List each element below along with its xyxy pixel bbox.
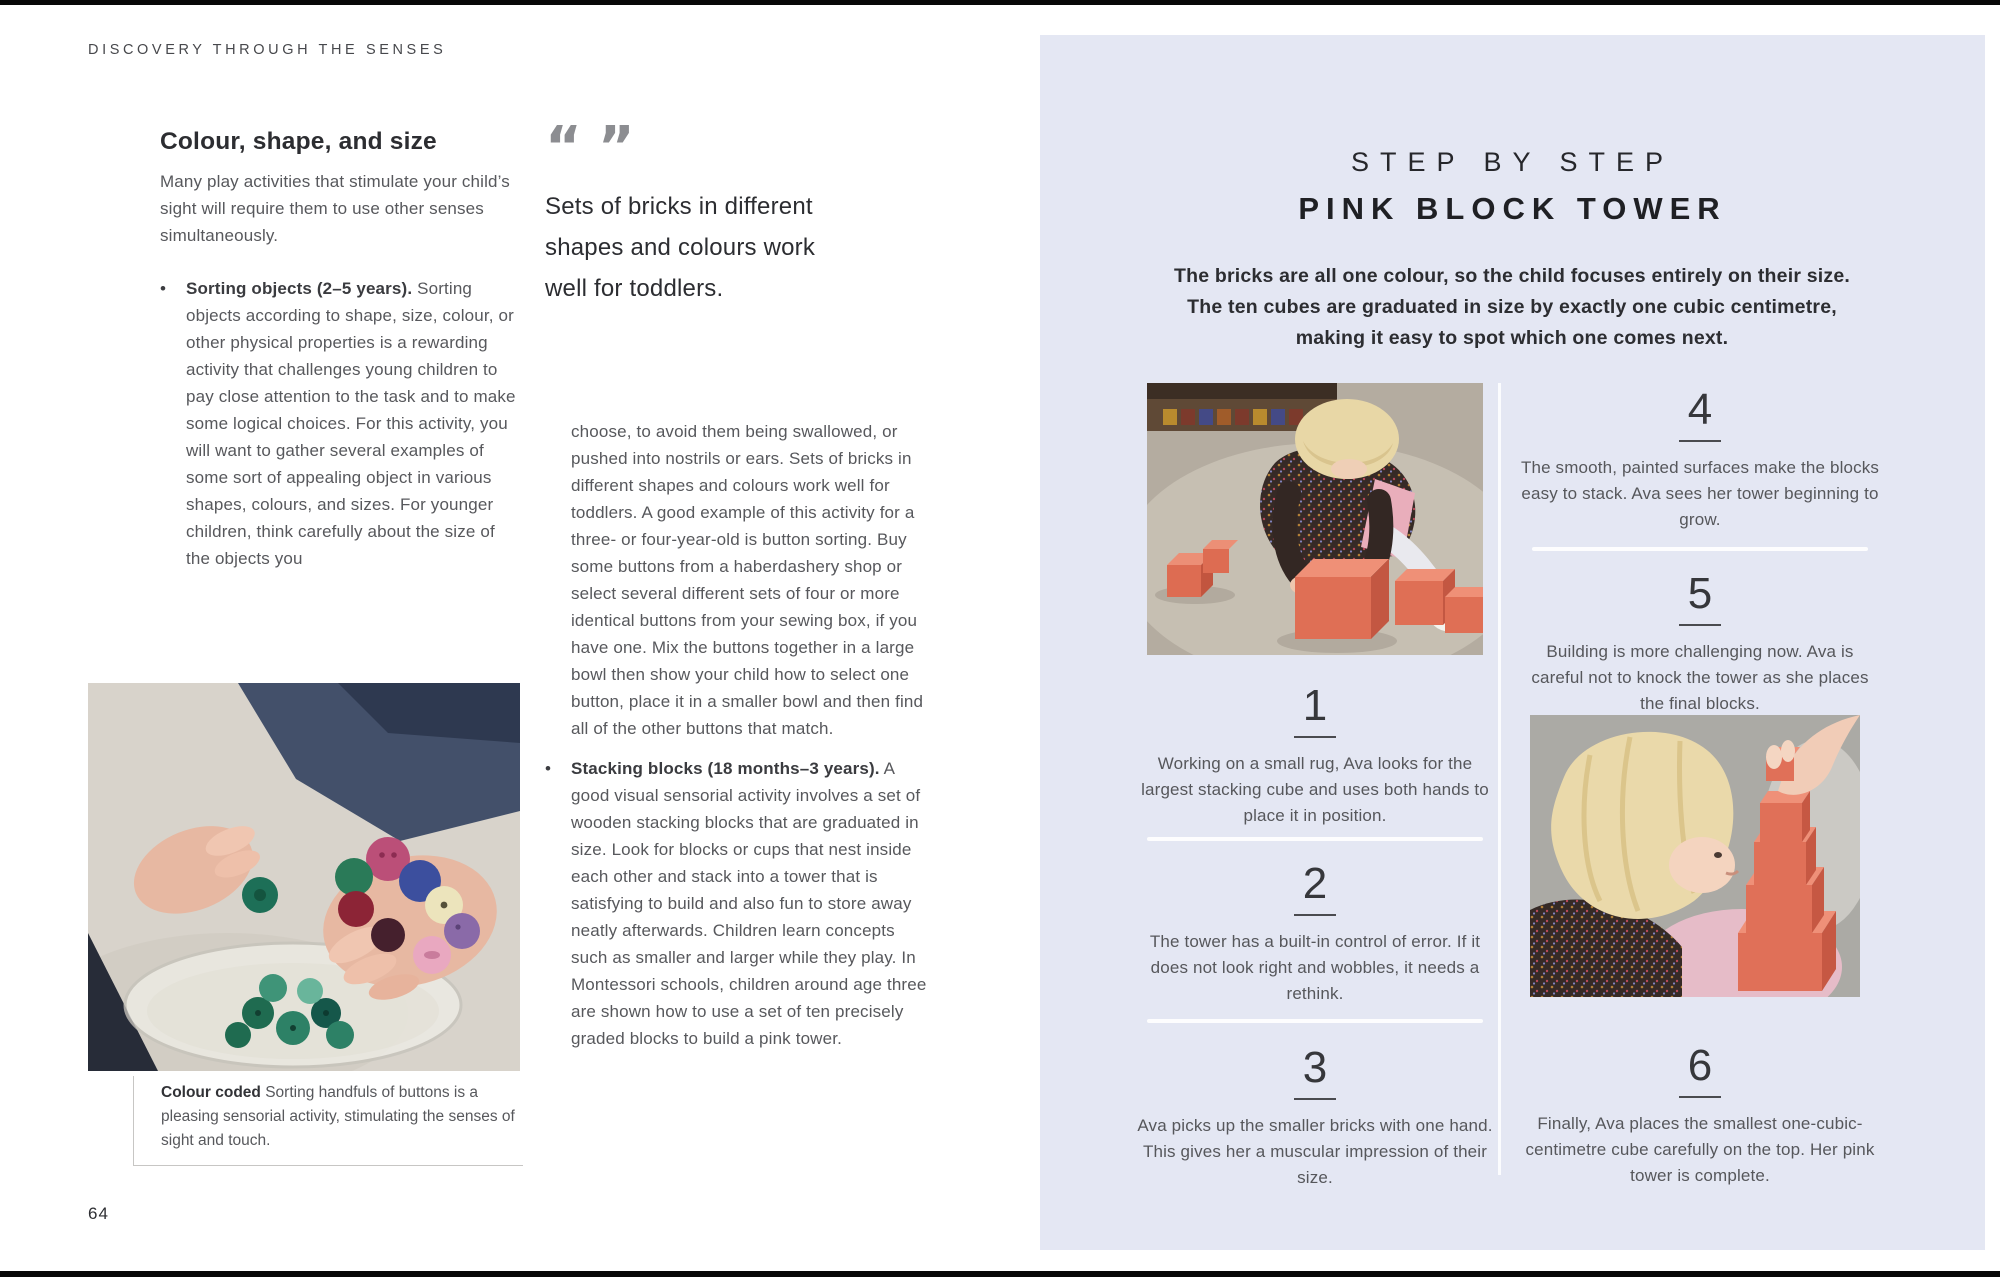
step-3-text: Ava picks up the smaller bricks with one hand. This gives her a muscular impression of their size. bbox=[1137, 1116, 1493, 1187]
step-1-number: 1 bbox=[1294, 683, 1336, 738]
child-head bbox=[1551, 732, 1738, 919]
bullet-stacking-body: A good visual sensorial activity involves a set of wooden stacking blocks that are graduated in size. Look for blocks or cups that nest inside each other and stack into a tower that is satisfying to build and also fun to store away neatly afterwards. Children learn concepts such as smaller and larger while they play. In Montessori schools, children around age three are shown how to use a set of ten precisely graded blocks to build a pink tower. bbox=[571, 759, 927, 1048]
photo-tower-complete bbox=[1530, 715, 1860, 997]
bullet-sorting-label: Sorting objects (2–5 years). bbox=[186, 279, 413, 298]
step-divider bbox=[1147, 1019, 1483, 1023]
step-1-text: Working on a small rug, Ava looks for the largest stacking cube and uses both hands to place it in position. bbox=[1141, 754, 1489, 825]
article-column-1 bbox=[160, 128, 520, 572]
step-1 bbox=[1135, 683, 1495, 829]
bullet-stacking-text bbox=[571, 755, 927, 1052]
face bbox=[1669, 837, 1735, 893]
page-bottom-edge bbox=[0, 1271, 2000, 1277]
running-head: DISCOVERY THROUGH THE SENSES bbox=[88, 42, 447, 58]
panel-kicker: STEP BY STEP bbox=[1350, 147, 1675, 177]
step-5 bbox=[1518, 571, 1882, 717]
pull-quote bbox=[545, 115, 875, 309]
step-6 bbox=[1518, 1043, 1882, 1189]
bullet-glyph: • bbox=[160, 279, 166, 298]
step-2-text: The tower has a built-in control of error. If it does not look right and wobbles, it needs a rethink. bbox=[1149, 932, 1481, 1003]
article-column-2 bbox=[545, 418, 927, 1052]
step-5-text: Building is more challenging now. Ava is careful not to knock the tower as she places the final blocks. bbox=[1531, 642, 1869, 713]
bullet-stacking-label: Stacking blocks (18 months–3 years). bbox=[571, 759, 880, 778]
bullet-sorting-body: Sorting objects according to shape, size, colour, or other physical properties is a rewarding activity that challenges young children to pay close attention to the task and to make some logical choices. For this activity, you will want to gather several examples of some sort of appealing object in various shapes, colours, and sizes. For younger children, think carefully about the size of the objects you bbox=[186, 279, 516, 568]
column-divider bbox=[1498, 383, 1501, 1175]
section-intro: Many play activities that stimulate your child’s sight will require them to use other senses simultaneously. bbox=[160, 172, 510, 245]
photo-button-sorting bbox=[88, 683, 520, 1071]
pull-quote-text: Sets of bricks in different shapes and colours work well for toddlers. bbox=[545, 193, 816, 302]
step-4-text: The smooth, painted surfaces make the blocks easy to stack. Ava sees her tower beginning to grow. bbox=[1520, 458, 1880, 529]
photo-caption bbox=[133, 1076, 523, 1166]
quote-marks-icon: “ ” bbox=[545, 115, 635, 180]
step-3 bbox=[1135, 1045, 1495, 1191]
bullet-sorting-objects bbox=[160, 275, 520, 572]
step-divider bbox=[1532, 547, 1868, 551]
step-3-number: 3 bbox=[1294, 1045, 1336, 1100]
step-6-number: 6 bbox=[1679, 1043, 1721, 1098]
face bbox=[1331, 459, 1367, 479]
bullet-glyph: • bbox=[545, 759, 551, 778]
panel-title: PINK BLOCK TOWER bbox=[1298, 191, 1727, 226]
step-4 bbox=[1518, 387, 1882, 533]
bullet-sorting-text bbox=[186, 275, 520, 572]
large-cube-center bbox=[1295, 559, 1389, 639]
step-by-step-panel bbox=[1040, 35, 1985, 1250]
caption-body: Sorting handfuls of buttons is a pleasing sensorial activity, stimulating the senses of sight and touch. bbox=[161, 1084, 515, 1149]
step-4-number: 4 bbox=[1679, 387, 1721, 442]
continuation-paragraph: choose, to avoid them being swallowed, or pushed into nostrils or ears. Sets of bricks in different shapes and colours work well for toddlers. A good example of this activity for a three- or four-year-old is button sorting. Buy some buttons from a haberdashery shop or select several different sets of four or more identical buttons from your sewing box, if you have one. Mix the buttons together in a large bowl then show your child how to select one button, place it in a smaller bowl and then find all of the other buttons that match. bbox=[571, 422, 924, 738]
step-2-number: 2 bbox=[1294, 861, 1336, 916]
photo-caption-text bbox=[161, 1081, 523, 1153]
bullet-stacking-blocks bbox=[545, 755, 927, 1052]
step-2 bbox=[1135, 861, 1495, 1007]
page-number: 64 bbox=[88, 1204, 109, 1223]
photo-step-start bbox=[1147, 383, 1483, 655]
caption-label: Colour coded bbox=[161, 1084, 261, 1101]
section-heading: Colour, shape, and size bbox=[160, 128, 437, 155]
step-5-number: 5 bbox=[1679, 571, 1721, 626]
panel-intro: The bricks are all one colour, so the child focuses entirely on their size. The ten cubes are graduated in size by exactly one cubic centimetre, making it easy to spot which one comes next. bbox=[1173, 265, 1851, 349]
step-6-text: Finally, Ava places the smallest one-cubic-centimetre cube carefully on the top. Her pink tower is complete. bbox=[1525, 1114, 1875, 1185]
step-divider bbox=[1147, 837, 1483, 841]
page-top-edge bbox=[0, 0, 2000, 5]
